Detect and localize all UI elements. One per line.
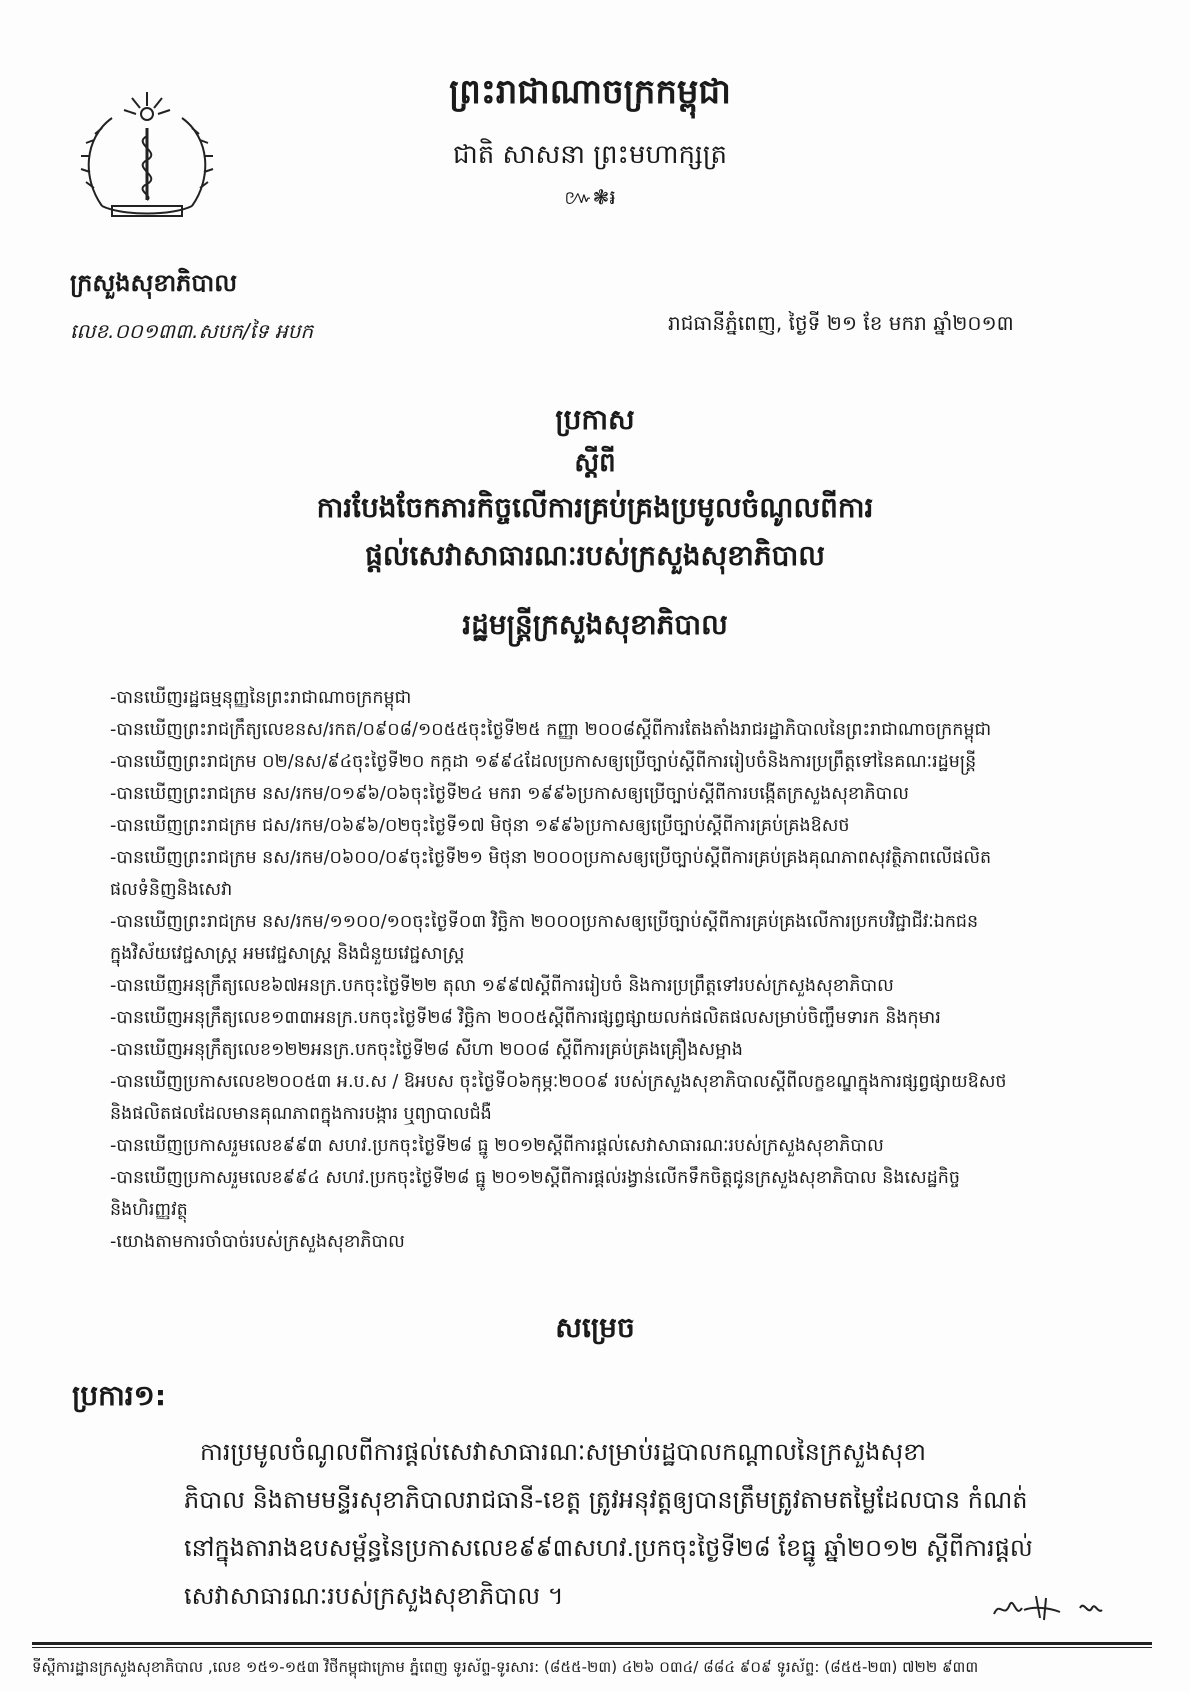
reference-line: និងហិរញ្ញវត្ថុ: [110, 1200, 188, 1220]
reference-line: -យោងតាមការចាំបាច់របស់ក្រសួងសុខាភិបាល: [110, 1232, 405, 1252]
title-prakas: ប្រកាស: [555, 403, 635, 436]
legal-references: [110, 682, 1120, 1258]
title-concerning: ស្តីពី: [574, 448, 616, 478]
reference-line: -បានឃើញប្រកាសរួមលេខ៩៩៤ សហវ.ប្រកចុះថ្ងៃទី២៨ ធ្នូ ២០១២ស្តីពីការផ្តល់រង្វាន់លើកទឹកចិត្តជូនក្រសួងសុខាភិបាល និងសេដ្ឋកិច្ច: [110, 1168, 960, 1188]
reference-line: -បានឃើញព្រះរាជក្រឹត្យលេខនស/រកត/០៩០៨/១០៥៥ចុះថ្ងៃទី២៥ កញ្ញា ២០០៨ស្តីពីការតែងតាំងរាជរដ្ឋាភិបាលនៃព្រះរាជាណាចក្រកម្ពុជា: [110, 720, 992, 740]
national-motto: ជាតិ សាសនា ព្រះមហាក្សត្រ: [453, 140, 727, 170]
ministry-emblem-icon: [72, 88, 222, 238]
article-line: នៅក្នុងតារាងឧបសម្ព័ន្ធនៃប្រកាសលេខ៩៩៣សហវ.ប្រកចុះថ្ងៃទី២៨ ខែធ្នូ ឆ្នាំ២០១២ ស្តីពីការផ្តល់: [184, 1534, 1033, 1562]
reference-line: ក្នុងវិស័យវេជ្ជសាស្ត្រ អមវេជ្ជសាស្ត្រ និងជំនួយវេជ្ជសាស្ត្រ: [110, 944, 465, 964]
footer-divider: [32, 1642, 1152, 1645]
document-title: [200, 398, 990, 580]
ministry-name: ក្រសួងសុខាភិបាល: [70, 269, 238, 297]
reference-number: លេខ.០០១៣៣.សបក/ទៃ អបក: [70, 319, 314, 343]
footer-address: ទីស្តីការដ្ឋានក្រសួងសុខាភិបាល ,លេខ ១៥១-១៥៣ វិថីកម្ពុជាក្រោម ភ្នំពេញ ទូរស័ព្ទ-ទូរសារ: (៨៥៥-២៣) ៤២៦ ០៣៤/ ៨៨៤ ៩០៩ ទូរស័ព្ទ: (៨៥៥-២៣) ៧២២ ៩៣៣: [32, 1658, 979, 1676]
reference-line: -បានឃើញអនុក្រឹត្យលេខ១២២អនក្រ.បកចុះថ្ងៃទី២៨ សីហា ២០០៨ ស្តីពីការគ្រប់គ្រងគ្រឿងសម្អាង: [110, 1040, 743, 1060]
reference-line: -បានឃើញប្រកាសរួមលេខ៩៩៣ សហវ.ប្រកចុះថ្ងៃទី២៨ ធ្នូ ២០១២ស្តីពីការផ្តល់សេវាសាធារណៈរបស់ក្រសួងសុខាភិបាល: [110, 1136, 884, 1156]
reference-line: -បានឃើញព្រះរាជក្រម ជស/រកម/០៦៩៦/០២ចុះថ្ងៃទី១៧ មិថុនា ១៩៩៦ប្រកាសឲ្យប្រើច្បាប់ស្តីពីការគ្រប់គ្រងឱសថ: [110, 816, 850, 836]
article-line: ការប្រមូលចំណូលពីការផ្តល់សេវាសាធារណៈសម្រាប់រដ្ឋបាលកណ្តាលនៃក្រសួងសុខា: [200, 1438, 927, 1466]
ornament-divider: ៚❃៛: [564, 185, 616, 209]
reference-line: និងផលិតផលដែលមានគុណភាពក្នុងការបង្ការ ឬព្យាបាលជំងឺ: [110, 1104, 492, 1124]
footer-divider-thin: [32, 1647, 1152, 1648]
article-line: សេវាសាធារណៈរបស់ក្រសួងសុខាភិបាល ។: [184, 1582, 564, 1610]
handwritten-initials: [990, 1590, 1110, 1626]
reference-line: -បានឃើញព្រះរាជក្រម នស/រកម/១១០០/១០ចុះថ្ងៃទី០៣ វិច្ឆិកា ២០០០ប្រកាសឲ្យប្រើច្បាប់ស្តីពីការគ្រប់គ្រងលើការប្រកបវិជ្ជាជីវៈឯកជន: [110, 912, 979, 932]
reference-line: -បានឃើញប្រកាសលេខ២០០៥៣ អ.ប.ស / ឱអបស ចុះថ្ងៃទី០៦កុម្ភៈ២០០៩ របស់ក្រសួងសុខាភិបាលស្តីពីលក្ខខណ្ឌក្នុងការផ្សព្វផ្សាយឱសថ: [110, 1072, 1007, 1092]
kingdom-heading: ព្រះរាជាណាចក្រកម្ពុជា: [449, 72, 731, 112]
article-line: ភិបាល និងតាមមន្ទីរសុខាភិបាលរាជធានី-ខេត្ត ត្រូវអនុវត្តឲ្យបានត្រឹមត្រូវតាមតម្លៃដែលបាន កំណត់: [184, 1486, 1028, 1514]
title-subject-line-1: ការបែងចែកភារកិច្ចលើការគ្រប់គ្រងប្រមូលចំណូលពីការ: [316, 491, 874, 524]
reference-line: -បានឃើញព្រះរាជក្រម នស/រកម/០១៩៦/០៦ចុះថ្ងៃទី២៤ មករា ១៩៩៦ប្រកាសឲ្យប្រើច្បាប់ស្តីពីការបង្កើតក្រសួងសុខាភិបាល: [110, 784, 909, 804]
reference-line: -បានឃើញអនុក្រឹត្យលេខ៦៧អនក្រ.បកចុះថ្ងៃទី២២ តុលា ១៩៩៧ស្តីពីការរៀបចំ និងការប្រព្រឹត្តទៅរបស់ក្រសួងសុខាភិបាល: [110, 976, 894, 996]
article-1-body: [184, 1428, 1120, 1620]
issuing-authority: រដ្ឋមន្ត្រីក្រសួងសុខាភិបាល: [462, 608, 728, 641]
reference-line: -បានឃើញអនុក្រឹត្យលេខ១៣៣អនក្រ.បកចុះថ្ងៃទី២៨ វិច្ឆិកា ២០០៥ស្តីពីការផ្សព្វផ្សាយលក់ផលិតផលសម្រាប់ចិញ្ចឹមទារក និងកុមារ: [110, 1008, 941, 1028]
date-line: រាជធានីភ្នំពេញ, ថ្ងៃទី ២១ ខែ មករា ឆ្នាំ២០១៣: [668, 311, 1014, 335]
reference-line: ផលទំនិញនិងសេវា: [110, 880, 233, 900]
reference-line: -បានឃើញរដ្ឋធម្មនុញ្ញនៃព្រះរាជាណាចក្រកម្ពុជា: [110, 688, 412, 708]
title-subject-line-2: ផ្តល់សេវាសាធារណៈរបស់ក្រសួងសុខាភិបាល: [365, 539, 825, 572]
article-1-label: ប្រការ១:: [72, 1379, 167, 1412]
decision-heading: សម្រេច: [555, 1311, 635, 1344]
reference-line: -បានឃើញព្រះរាជក្រម នស/រកម/០៦០០/០៩ចុះថ្ងៃទី២១ មិថុនា ២០០០ប្រកាសឲ្យប្រើច្បាប់ស្តីពីការគ្រប់គ្រងគុណភាពសុវត្ថិភាពលើផលិត: [110, 848, 992, 868]
reference-line: -បានឃើញព្រះរាជក្រម ០២/នស/៩៤ចុះថ្ងៃទី២០ កក្កដា ១៩៩៤ដែលប្រកាសឲ្យប្រើច្បាប់ស្តីពីការរៀបចំនិងការប្រព្រឹត្តទៅនៃគណៈរដ្ឋមន្ត្រី: [110, 752, 977, 772]
